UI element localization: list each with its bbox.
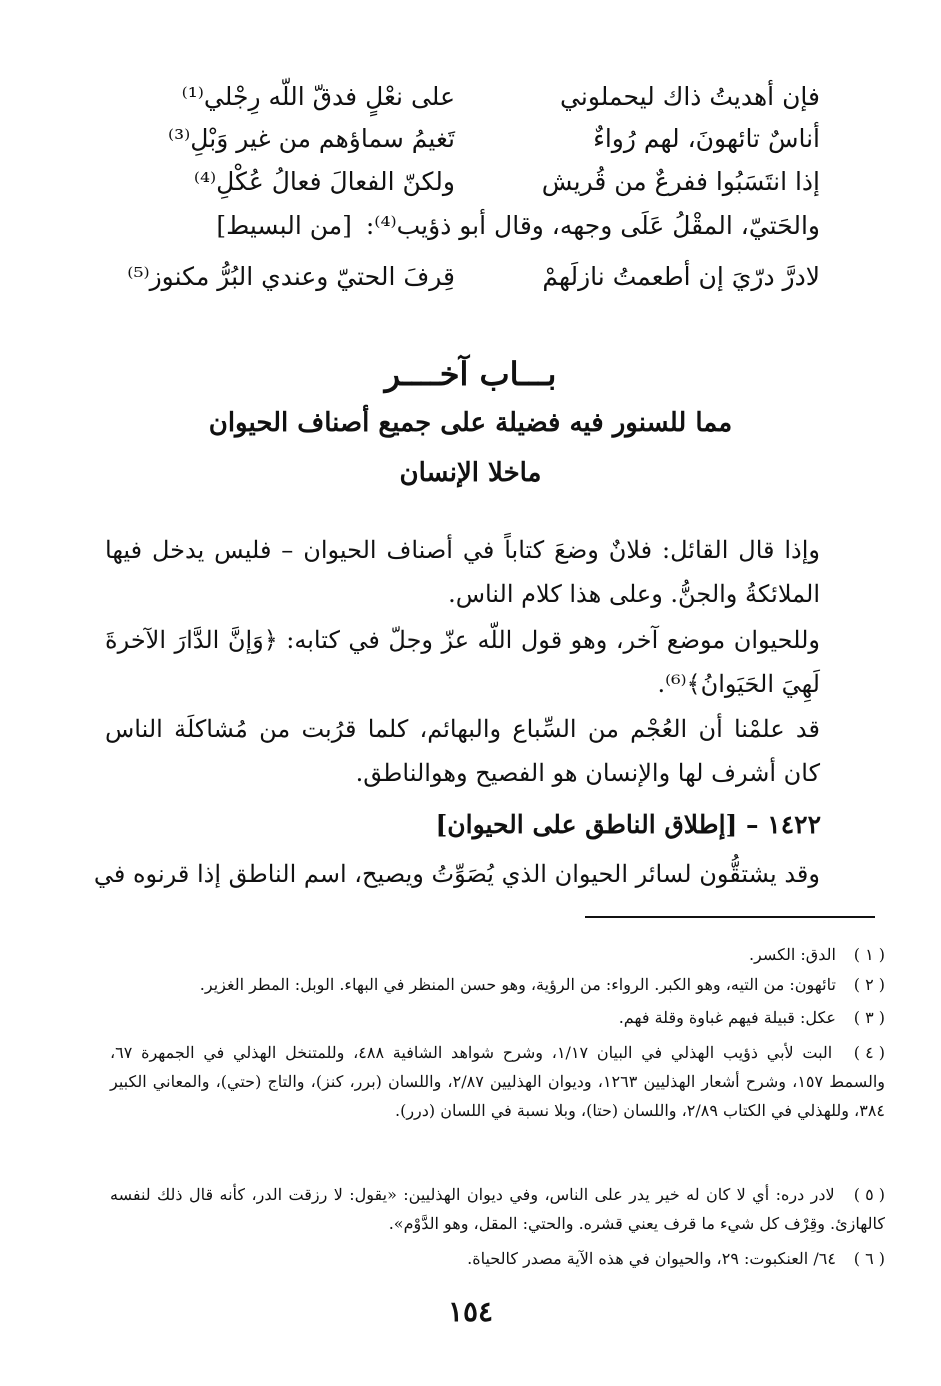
- page-number: ١٥٤: [447, 1295, 494, 1328]
- poem-intro-text: والحَتيّ، المقْلُ عَلَى وجهه، وقال أبو ذؤيب⁽⁴⁾:: [365, 211, 820, 240]
- meter-label: [من البسيط]: [216, 211, 352, 240]
- paragraph-1: وإذا قال القائل: فلانٌ وضعَ كتاباً في أصناف الحيوان – فليس يدخل فيها الملائكةُ والجنُّ. وعلى هذا كلام الناس.: [105, 536, 820, 608]
- verse-1: [140, 78, 820, 116]
- footnote-text: البت لأبي ذؤيب الهذلي في البيان ١/١٧، وشرح شواهد الشافية ٤٨٨، وللمتنخل الهذلي في الجمهرة ٦٧، والسمط ١٥٧، وشرح أشعار الهذليين ١٢٦٣، وديوان الهذليين ٢/٨٧، واللسان (برر، كنز)، والتاج (حتي)، والمعاني الكبير ٣٨٤، وللهذلي في الكتاب ٢/٨٩، واللسان (حتا)، وبلا نسبة في اللسان (درر).: [110, 1043, 886, 1120]
- verse-1-second-hemistich: على نعْلٍ فدقّ اللّه رِجْلي⁽¹⁾: [181, 82, 455, 111]
- footnote-number: ( ٣ ): [853, 1008, 885, 1027]
- footnote-5: [110, 1180, 885, 1244]
- paragraph-4: وقد يشتقُّون لسائر الحيوان الذي يُصَوِّتُ ويصيح، اسم الناطق إذا قرنوه في: [93, 860, 820, 888]
- paragraph-3: قد علمْنا أن العُجْم من السِّباع والبهائم، كلما قرُبت من مُشاكلَة الناس كان أشرف لها والإنسان هو الفصيح وهوالناطق.: [105, 715, 820, 787]
- footnote-text: لادر دره: أي لا كان له خير يدر على الناس، وفي ديوان الهذليين: «يقول: لا رزقت الدر، كأنه قال ذلك لنفسه كالهازئ. وقِرْف كل شيء ما قرف يعني قشره. والحتي: المقل، وهو الدَّوْم».: [110, 1185, 885, 1233]
- footnote-3: [110, 1003, 885, 1032]
- paragraph-2: وللحيوان موضع آخر، وهو قول اللّه عزّ وجلّ في كتابه: ﴿وَإنَّ الدَّارَ الآخرةَ لَهِيَ الحَيَوانُ﴾⁽⁶⁾.: [105, 626, 820, 698]
- footnote-text: الدق: الكسر.: [748, 945, 836, 964]
- verse-3-first-hemistich: إذا انتَسَبُوا ففرعٌ من قُريش: [541, 167, 820, 196]
- verse-final: [127, 258, 820, 296]
- footnote-divider: [585, 916, 875, 918]
- footnote-number: ( ٦ ): [853, 1249, 885, 1268]
- verse-3-second-hemistich: ولكنّ الفعالَ فعالُ عُكْلِ⁽⁴⁾: [193, 167, 455, 196]
- footnote-4: [110, 1038, 885, 1178]
- footnote-number: ( ٥ ): [853, 1185, 886, 1204]
- footnote-text: عكل: قبيلة فيهم غباوة وقلة فهم.: [618, 1008, 836, 1027]
- verse-1-first-hemistich: فإن أهديتُ ذاك ليحملوني: [560, 82, 820, 111]
- poem-intro-line: [140, 206, 820, 246]
- footnote-2: [110, 970, 885, 999]
- footnote-1: [110, 940, 885, 969]
- chapter-heading: بـــاب آخــــر: [384, 355, 557, 393]
- footnote-6: [110, 1244, 885, 1273]
- verse-2-second-hemistich: تَغيمُ سماؤهم من غير وَبْلِ⁽³⁾: [167, 124, 455, 153]
- section-number: ١٤٢٢: [767, 810, 821, 839]
- section-title: – [إطلاق الناطق على الحيوان]: [435, 810, 759, 839]
- footnote-number: ( ٢ ): [853, 975, 885, 994]
- verse-final-second-hemistich: قِرفَ الحتيّ وعندي البُرُّ مكنوز⁽⁵⁾: [127, 262, 455, 291]
- chapter-subheading-2: ماخلا الإنسان: [399, 458, 542, 488]
- verse-final-first-hemistich: لادرَّ درّيَ إن أطعمتُ نازلَهمْ: [542, 262, 820, 291]
- footnote-text: ٦٤/ العنكبوت: ٢٩، والحيوان في هذه الآية مصدر كالحياة.: [467, 1249, 836, 1268]
- footnote-number: ( ١ ): [853, 945, 885, 964]
- verse-2-first-hemistich: أناسٌ تائهونَ، لهم رُواءٌ: [593, 124, 820, 153]
- verse-2: [140, 120, 820, 158]
- chapter-subheading-1: مما للسنور فيه فضيلة على جميع أصناف الحيوان: [208, 408, 733, 438]
- section-heading: [301, 805, 821, 845]
- footnote-number: ( ٤ ): [853, 1043, 886, 1062]
- footnote-text: تائهون: من التيه، وهو الكبر. الرواء: من الرؤية، وهو حسن المنظر في البهاء. الوبل: المطر الغزير.: [199, 975, 836, 994]
- verse-3: [140, 163, 820, 201]
